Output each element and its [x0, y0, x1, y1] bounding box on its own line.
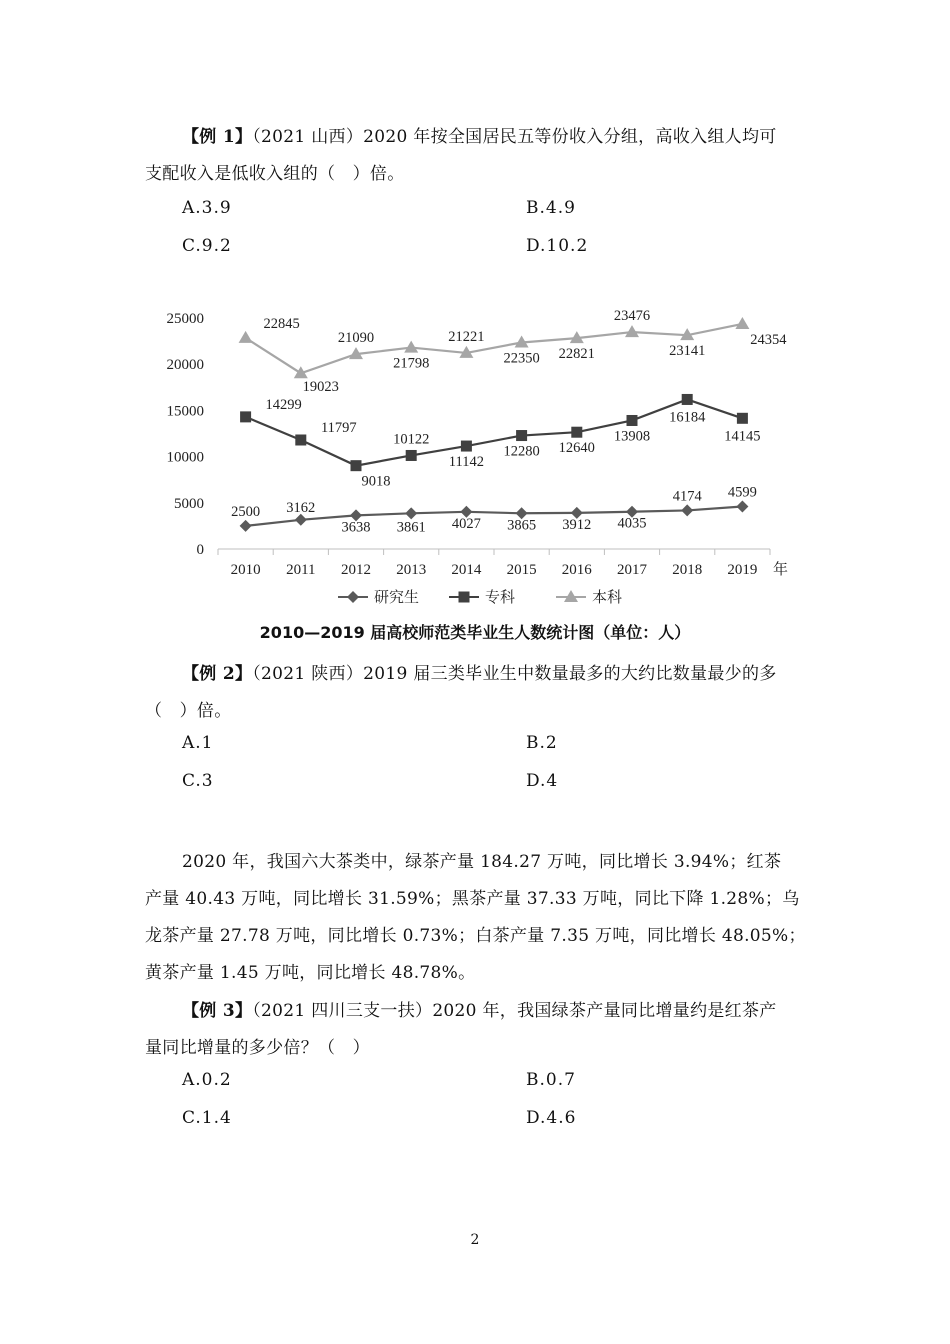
data-point: [625, 325, 639, 337]
y-tick-label: 0: [196, 542, 204, 558]
q2-option-c: C.3: [182, 771, 214, 791]
page-number: 2: [470, 1232, 480, 1248]
data-point: [681, 504, 693, 516]
data-label: 3861: [396, 519, 426, 536]
x-tick-label: 2010: [230, 562, 261, 578]
data-label: 3638: [341, 519, 371, 536]
data-label: 3865: [507, 517, 537, 534]
legend-marker: [347, 591, 359, 603]
data-point: [735, 317, 749, 329]
data-label: 21221: [448, 328, 485, 345]
y-tick-label: 15000: [166, 403, 204, 420]
q1-line2: 支配收入是低收入组的（ ）倍。: [145, 164, 405, 184]
q1-option-d: D.10.2: [526, 236, 589, 256]
data-point: [516, 430, 527, 441]
line-chart: [0, 290, 950, 620]
data-point: [239, 331, 253, 343]
data-point: [627, 415, 638, 426]
q1-text1: （2021 山西）2020 年按全国居民五等份收入分组，高收入组人均可: [252, 127, 777, 147]
passage-line1: 2020 年，我国六大茶类中，绿茶产量 184.27 万吨，同比增长 3.94%；红茶: [182, 852, 782, 872]
data-point: [461, 441, 472, 452]
y-tick-label: 5000: [174, 495, 204, 512]
series-line-0: [246, 507, 743, 526]
q3-tag: 【例 3】: [182, 1001, 253, 1021]
q2-tag: 【例 2】: [182, 664, 253, 684]
data-label: 2500: [231, 503, 261, 520]
data-label: 10122: [393, 431, 430, 448]
data-label: 3912: [562, 516, 592, 533]
q2-line1: [182, 659, 777, 684]
data-label: 21798: [393, 355, 430, 372]
data-point: [736, 501, 748, 513]
q3-option-a: A.0.2: [182, 1070, 232, 1090]
q1-line1: [182, 122, 777, 147]
q1-option-a: A.3.9: [182, 198, 232, 218]
data-label: 11142: [448, 454, 484, 471]
x-tick-label: 2016: [561, 562, 592, 578]
data-point: [406, 450, 417, 461]
data-label: 23476: [613, 308, 651, 325]
q3-line2: 量同比增量的多少倍？（ ）: [145, 1038, 370, 1058]
data-label: 22350: [503, 350, 540, 367]
data-point: [240, 520, 252, 532]
data-label: 12640: [558, 440, 595, 457]
data-label: 22821: [558, 346, 595, 363]
q2-line2: （ ）倍。: [145, 701, 232, 721]
x-tick-label: 2013: [396, 562, 427, 578]
data-label: 4027: [451, 515, 481, 532]
q3-option-b: B.0.7: [526, 1070, 576, 1090]
x-tick-label: 2019: [727, 562, 758, 578]
passage-line2: 产量 40.43 万吨，同比增长 31.59%；黑茶产量 37.33 万吨，同比下降 1.28%；乌: [145, 889, 800, 909]
x-tick-label: 2015: [506, 562, 537, 578]
data-label: 14145: [724, 428, 761, 445]
q2-option-d: D.4: [526, 771, 559, 791]
data-point: [351, 460, 362, 471]
x-tick-label: 2012: [341, 562, 371, 578]
data-label: 12280: [503, 443, 540, 460]
q1-option-c: C.9.2: [182, 236, 232, 256]
data-label: 21090: [337, 330, 375, 347]
data-point: [405, 507, 417, 519]
x-tick-label: 2011: [286, 562, 316, 578]
data-point: [682, 394, 693, 405]
data-point: [404, 341, 418, 353]
q3-line1: [182, 996, 777, 1021]
data-label: 24354: [750, 331, 787, 348]
legend-label: 专科: [485, 590, 516, 606]
x-tick-label: 2014: [451, 562, 482, 578]
chart-title: 2010—2019 届高校师范类毕业生人数统计图（单位：人）: [259, 623, 691, 642]
data-label: 14299: [265, 396, 302, 413]
q2-option-b: B.2: [526, 733, 558, 753]
data-point: [295, 434, 306, 445]
q2-option-a: A.1: [182, 733, 214, 753]
data-point: [240, 411, 251, 422]
q3-text1: （2021 四川三支一扶）2020 年，我国绿茶产量同比增量约是红茶产: [252, 1001, 777, 1021]
x-tick-label: 2017: [617, 562, 647, 578]
y-tick-label: 25000: [166, 311, 204, 327]
q3-option-c: C.1.4: [182, 1108, 232, 1128]
data-label: 13908: [613, 428, 651, 445]
data-label: 3162: [286, 499, 316, 516]
passage-line3: 龙茶产量 27.78 万吨，同比增长 0.73%；白茶产量 7.35 万吨，同比增长 48.05%；: [145, 926, 806, 946]
data-label: 22845: [263, 315, 300, 332]
legend-label: 本科: [592, 590, 623, 606]
data-label: 4035: [617, 515, 647, 532]
data-label: 9018: [361, 473, 391, 490]
y-tick-label: 20000: [166, 357, 204, 374]
q1-tag: 【例 1】: [182, 127, 253, 147]
x-axis-unit-label: 年: [773, 562, 789, 578]
data-label: 16184: [669, 409, 706, 426]
q1-option-b: B.4.9: [526, 198, 576, 218]
series-line-2: [246, 324, 743, 373]
data-label: 11797: [320, 419, 357, 436]
data-label: 23141: [669, 343, 706, 360]
q3-option-d: D.4.6: [526, 1108, 577, 1128]
q2-text1: （2021 陕西）2019 届三类毕业生中数量最多的大约比数量最少的多: [252, 664, 777, 684]
x-tick-label: 2018: [672, 562, 703, 578]
y-tick-label: 10000: [166, 449, 204, 466]
data-label: 4174: [672, 488, 702, 505]
legend-label: 研究生: [374, 590, 420, 606]
legend-marker: [459, 592, 470, 603]
data-point: [737, 413, 748, 424]
data-label: 19023: [302, 379, 339, 396]
data-point: [571, 427, 582, 438]
passage-line4: 黄茶产量 1.45 万吨，同比增长 48.78%。: [145, 963, 476, 983]
data-label: 4599: [727, 484, 757, 501]
